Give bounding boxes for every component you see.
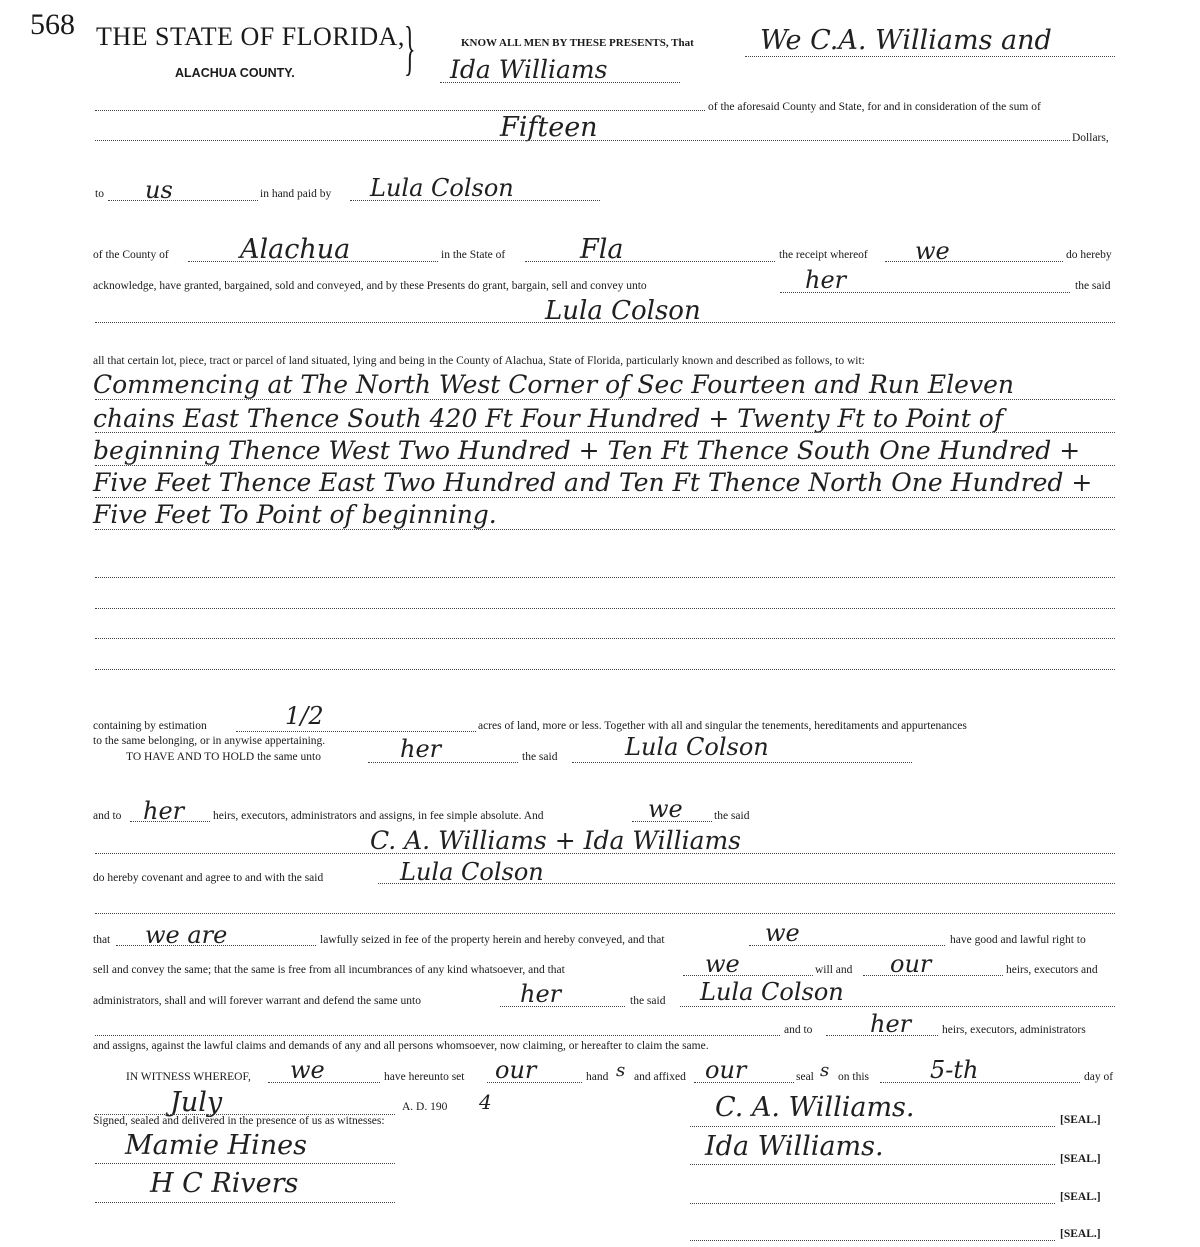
grantor-1-signature: C. A. Williams. (715, 1092, 915, 1123)
will-and-label: will and (815, 964, 853, 976)
grantee-value: Lula Colson (545, 296, 701, 326)
description-line-5: Five Feet To Point of beginning. (93, 500, 497, 529)
consideration-amount: Fifteen (500, 112, 598, 143)
that-value: we are (145, 921, 228, 949)
covenant-label: do hereby covenant and agree to and with the said (93, 872, 324, 884)
grantors-line-2: Ida Williams (450, 55, 608, 84)
on-this-label: on this (838, 1071, 869, 1083)
that-label: that (93, 934, 111, 946)
day-label: day of (1084, 1071, 1114, 1083)
day-value: 5-th (930, 1056, 979, 1084)
description-line-4: Five Feet Thence East Two Hundred and Ten Ft Thence North One Hundred + (93, 468, 1093, 497)
witness-2-signature: H C Rivers (150, 1168, 299, 1199)
the-said-label-4: the said (630, 995, 666, 1007)
intro-text: KNOW ALL MEN BY THESE PRESENTS, That (461, 37, 694, 49)
the-said-label: the said (1075, 280, 1111, 292)
acres-text: acres of land, more or less. Together with all and singular the tenements, hereditaments and appurtenances (478, 720, 967, 732)
hereby-label: do hereby (1066, 249, 1112, 261)
covenant-value: Lula Colson (400, 858, 544, 886)
seal-value: our (705, 1056, 747, 1084)
signed-text: Signed, sealed and delivered in the presence of us as witnesses: (93, 1115, 385, 1127)
receipt-value: we (915, 237, 950, 265)
the-said-label-3: the said (714, 810, 750, 822)
description-line-1: Commencing at The North West Corner of Sec Fourteen and Run Eleven (93, 370, 1014, 399)
admin-value: her (520, 980, 562, 1008)
state-label: in the State of (441, 249, 506, 261)
heirs-label: heirs, executors and (1006, 964, 1098, 976)
county-label: of the County of (93, 249, 169, 261)
heirs2-text: heirs, executors, administrators (942, 1024, 1086, 1036)
seal-mark-4: [SEAL.] (1060, 1228, 1101, 1240)
good-right-text: have good and lawful right to (950, 934, 1086, 946)
receipt-label: the receipt whereof (779, 249, 868, 261)
hand-label: hand (586, 1071, 609, 1083)
description-line-3: beginning Thence West Two Hundred + Ten Ft Thence South One Hundred + (93, 436, 1081, 465)
sell-value: we (705, 950, 740, 978)
will-value: our (890, 950, 932, 978)
land-intro: all that certain lot, piece, tract or parcel of land situated, lying and being in the County of Alachua, State of Florida, particularly known and described as follows, to wit: (93, 355, 865, 367)
and-to-label: and to (93, 810, 122, 822)
description-line-2: chains East Thence South 420 Ft Four Hundred + Twenty Ft to Point of (93, 404, 1004, 433)
month-value: July (170, 1087, 223, 1118)
county-heading: ALACHUA COUNTY. (175, 66, 295, 80)
to-value: us (145, 176, 173, 204)
heirs-text: heirs, executors, administrators and assigns, in fee simple absolute. And (213, 810, 544, 822)
hand-suffix: s (616, 1060, 626, 1081)
whereof-label: IN WITNESS WHEREOF, (126, 1071, 251, 1083)
acknowledge-text: acknowledge, have granted, bargained, sold and conveyed, and by these Presents do grant, bargain, sell and convey unto (93, 280, 647, 292)
and-to-value: her (143, 797, 185, 825)
hereunto-label: have hereunto set (384, 1071, 465, 1083)
to-label: to (95, 188, 104, 200)
seal-suffix: s (820, 1060, 830, 1081)
affixed-label: and affixed (634, 1071, 686, 1083)
county-state-text: of the aforesaid County and State, for and in consideration of the sum of (708, 101, 1041, 113)
county-value: Alachua (240, 234, 351, 265)
header-brace: } (404, 15, 416, 81)
whereof-value: we (290, 1056, 325, 1084)
seized-text: lawfully seized in fee of the property herein and hereby conveyed, and that (320, 934, 665, 946)
seal-mark-3: [SEAL.] (1060, 1191, 1101, 1203)
paid-by-label: in hand paid by (260, 188, 332, 200)
to-have-grantee: Lula Colson (625, 733, 769, 761)
to-have-value: her (400, 735, 442, 763)
and-value: we (648, 795, 683, 823)
seal-mark-2: [SEAL.] (1060, 1153, 1101, 1165)
containing-label: containing by estimation (93, 720, 207, 732)
and-to-value-2: her (870, 1010, 912, 1038)
acres-value: 1/2 (285, 702, 324, 730)
grantors-line-1: We C.A. Williams and (760, 25, 1052, 56)
admin-grantee: Lula Colson (700, 978, 844, 1006)
state-value: Fla (580, 234, 624, 265)
paid-by-value: Lula Colson (370, 174, 514, 202)
and-to-label-2: and to (784, 1024, 813, 1036)
state-title: THE STATE OF FLORIDA, (96, 22, 405, 51)
grantor-2-signature: Ida Williams. (705, 1131, 884, 1162)
grantors-names: C. A. Williams + Ida Williams (370, 826, 742, 855)
the-said-label-2: the said (522, 751, 558, 763)
seal-label: seal (796, 1071, 814, 1083)
to-have-label: TO HAVE AND TO HOLD the same unto (126, 751, 321, 763)
convey-value: her (805, 266, 847, 294)
witness-1-signature: Mamie Hines (125, 1130, 307, 1161)
year-digit: 4 (479, 1090, 492, 1114)
assigns-text: and assigns, against the lawful claims and demands of any and all persons whomsoever, now claiming, or hereafter to claim the same. (93, 1040, 709, 1052)
sell-text: sell and convey the same; that the same is free from all incumbrances of any kind whatsoever, and that (93, 964, 565, 976)
seized-value: we (765, 919, 800, 947)
admin-text: administrators, shall and will forever warrant and defend the same unto (93, 995, 421, 1007)
page-number: 568 (30, 8, 75, 41)
belonging-text: to the same belonging, or in anywise appertaining. (93, 735, 326, 747)
dollars-label: Dollars, (1072, 132, 1109, 144)
year-prefix: A. D. 190 (402, 1101, 448, 1113)
seal-mark-1: [SEAL.] (1060, 1114, 1101, 1126)
hand-value: our (495, 1056, 537, 1084)
